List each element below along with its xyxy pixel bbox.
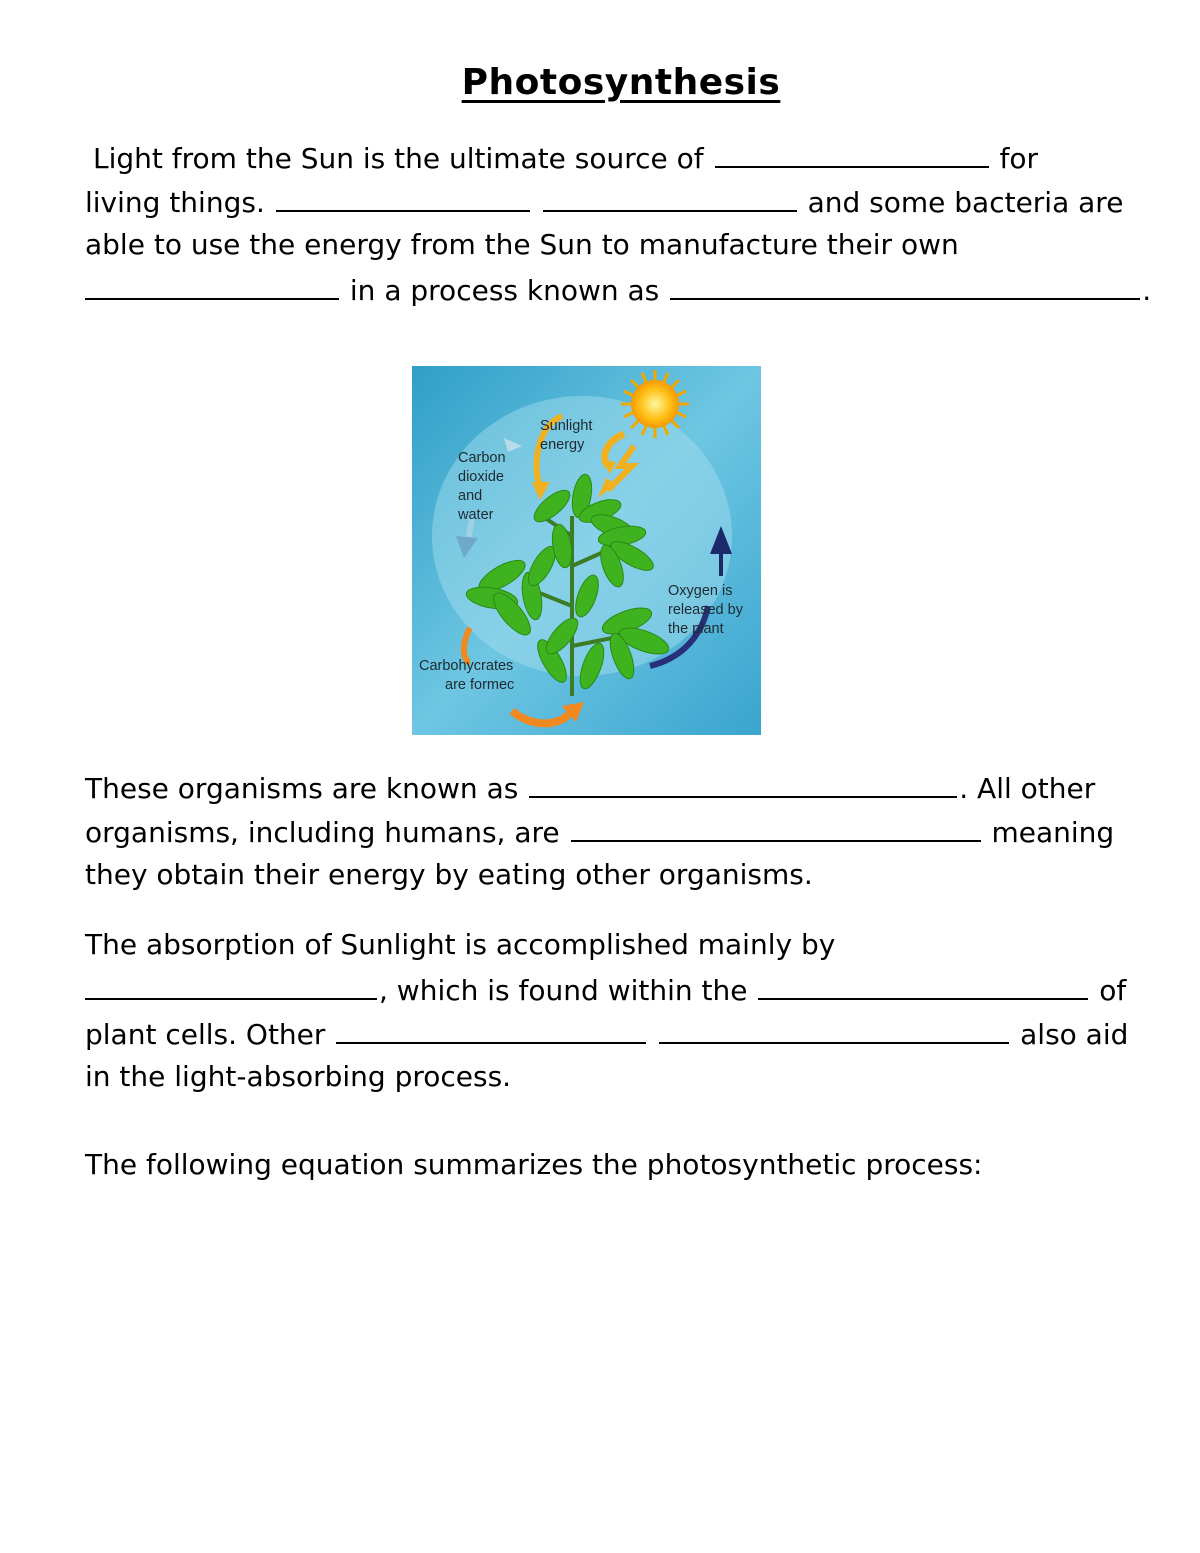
p1-text: living things. [85,186,265,219]
p3-line-3 [85,1016,1128,1051]
p3-line-1 [85,928,835,961]
answer-blank[interactable] [758,972,1088,1000]
p1-line-3 [85,228,959,261]
p3-text: plant cells. Other [85,1018,326,1051]
carbon-dioxide-label: Carbon dioxide and water [458,450,506,523]
p3-text: , which is found within the [379,974,748,1007]
p2-text: meaning [991,816,1115,849]
p3-text: also aid [1020,1018,1129,1051]
oxygen-label: Oxygen is released by the plant [668,583,743,637]
p2-text: organisms, including humans, are [85,816,560,849]
answer-blank[interactable] [85,972,377,1000]
p4-line-1 [85,1148,983,1181]
p1-text: Light from the Sun is the ultimate source of [93,142,704,175]
p3-text: in the light-absorbing process. [85,1060,512,1093]
p3-line-4 [85,1060,511,1093]
p1-text: and some bacteria are [807,186,1124,219]
answer-blank[interactable] [543,184,797,212]
p2-text: . All other [959,772,1096,805]
p1-text: . [1142,274,1152,307]
answer-blank[interactable] [529,770,957,798]
p2-line-3 [85,858,813,891]
p3-text: of [1099,974,1127,1007]
p1-text: for [999,142,1038,175]
p2-line-1 [85,770,1095,805]
p1-text: in a process known as [349,274,660,307]
p2-text: they obtain their energy by eating other organisms. [85,858,813,891]
answer-blank[interactable] [85,272,339,300]
p2-text: These organisms are known as [85,772,519,805]
answer-blank[interactable] [571,814,981,842]
carbohydrates-label: Carbohycrates are formec [419,658,515,693]
p2-line-2 [85,814,1114,849]
p4-text: The following equation summarizes the photosynthetic process: [85,1148,983,1181]
answer-blank[interactable] [659,1016,1009,1044]
answer-blank[interactable] [336,1016,646,1044]
photosynthesis-diagram [412,366,761,735]
p1-line-4 [85,272,1151,307]
sun-icon [621,370,689,438]
sunlight-label: Sunlight energy [540,418,593,453]
p3-line-2 [85,972,1126,1007]
answer-blank[interactable] [670,272,1140,300]
p1-line-2 [85,184,1123,219]
answer-blank[interactable] [276,184,530,212]
p3-text: The absorption of Sunlight is accomplished mainly by [85,928,836,961]
page-title: Photosynthesis [461,62,781,103]
p1-line-1 [93,140,1038,175]
p1-text: able to use the energy from the Sun to manufacture their own [85,228,959,261]
answer-blank[interactable] [715,140,989,168]
